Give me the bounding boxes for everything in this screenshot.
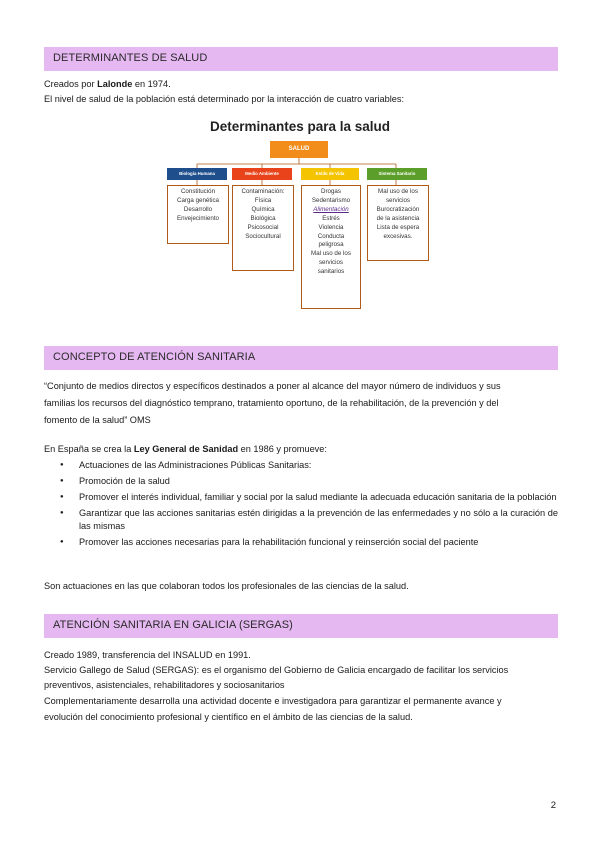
list-item: Constitución — [180, 188, 216, 195]
list-item: Mal uso de los — [378, 188, 418, 195]
category-sistema-sanitario: Sistema Sanitario — [367, 168, 427, 180]
list-item: ● Promover el interés individual, familiar y social por la salud mediante la adecuada educación sanitaria de la población — [60, 491, 558, 504]
list-item: Drogas — [321, 188, 341, 195]
list-item: Carga genética — [177, 196, 219, 204]
root-node-salud: SALUD — [270, 141, 328, 158]
list-item: Estrés — [322, 214, 340, 222]
list-item: ● Actuaciones de las Administraciones Públicas Sanitarias: — [60, 459, 558, 472]
section-title: CONCEPTO DE ATENCIÓN SANITARIA — [53, 351, 256, 363]
galicia-line: Creado 1989, transferencia del INSALUD en 1991. — [44, 650, 251, 660]
page-number: 2 — [550, 800, 556, 811]
list-item: Química — [251, 205, 275, 213]
list-item: ● Promoción de la salud — [60, 475, 558, 488]
list-item: Física — [254, 196, 272, 204]
list-item: Biológica — [250, 214, 276, 222]
closing-paragraph: Son actuaciones en las que colaboran todos los profesionales de las ciencias de la salud. — [44, 581, 409, 591]
galicia-line: Complementariamente desarrolla una actividad docente e investigadora para garantizar el permanente avance y — [44, 696, 502, 706]
list-item: Psicosocial — [247, 223, 279, 231]
created-by-line — [44, 78, 171, 91]
list-item: Sedentarismo — [311, 196, 351, 204]
category-medio-ambiente: Medio Ambiente — [232, 168, 292, 180]
galicia-line: Servicio Gallego de Salud (SERGAS): es el organismo del Gobierno de Galicia encargado de facilitar los servicios — [44, 665, 509, 675]
text: en 1986 y promueve: — [238, 444, 327, 454]
list-item: Mal uso de los — [311, 250, 351, 258]
category-estilo-de-vida: Estilo de Vida — [301, 168, 359, 180]
galicia-line: preventivos, asistenciales, rehabilitadores y sociosanitarios — [44, 680, 285, 690]
who-quote-line: “Conjunto de medios directos y específicos destinados a poner al alcance del mayor número de individuos y sus — [44, 381, 501, 391]
who-quote-line: fomento de la salud” OMS — [44, 415, 151, 425]
text: Creados por — [44, 79, 98, 89]
section-title: DETERMINANTES DE SALUD — [53, 52, 208, 64]
galicia-line: evolución del conocimiento profesional y científico en el ámbito de las ciencias de la salud. — [44, 712, 413, 722]
list-item: servicios — [318, 259, 344, 267]
list-item: Envejecimiento — [177, 214, 219, 222]
list-item: Conducta — [317, 232, 345, 240]
diagram-title: Determinantes para la salud — [209, 119, 391, 134]
list-item: Lista de espera — [376, 223, 420, 231]
spain-law-line — [44, 443, 327, 456]
list-item: servicios — [385, 196, 411, 204]
list-medio-ambiente — [232, 185, 294, 271]
list-item: excesivas. — [383, 232, 413, 240]
law-goals-list — [60, 459, 558, 552]
law-name: Ley General de Sanidad — [133, 444, 239, 454]
list-item: sanitarios — [317, 268, 345, 276]
author-name: Lalonde — [97, 79, 133, 89]
determinants-diagram — [160, 115, 440, 310]
list-item: Burocratización — [376, 205, 420, 213]
list-biologia-humana — [167, 185, 229, 244]
list-item: Contaminación: — [241, 188, 285, 195]
text: En España se crea la — [44, 444, 134, 454]
list-item: Violencia — [318, 223, 344, 231]
section-header-concepto — [44, 346, 558, 370]
section-title: ATENCIÓN SANITARIA EN GALICIA (SERGAS) — [53, 619, 293, 631]
intro-paragraph: El nivel de salud de la población está determinado por la interacción de cuatro variables: — [44, 94, 405, 104]
list-item: ● Promover las acciones necesarias para la rehabilitación funcional y reinserción social del paciente — [60, 536, 558, 549]
list-item: ● Garantizar que las acciones sanitarias estén dirigidas a la prevención de las enfermedades y no sólo a la curación de las mismas — [60, 507, 558, 533]
list-sistema-sanitario — [367, 185, 429, 261]
list-estilo-de-vida — [301, 185, 361, 309]
who-quote-line: familias los recursos del diagnóstico temprano, tratamiento oportuno, de la rehabilitación, de la prevención y del — [44, 398, 499, 408]
section-header-determinantes — [44, 47, 558, 71]
list-item: peligrosa — [318, 241, 344, 249]
text: en 1974. — [132, 79, 171, 89]
section-header-galicia — [44, 614, 558, 638]
list-item: de la asistencia — [376, 214, 420, 222]
list-item: Sociocultural — [245, 232, 281, 240]
list-item-link[interactable]: Alimentación — [313, 205, 349, 213]
category-biologia-humana: Biología Humana — [167, 168, 227, 180]
list-item: Desarrollo — [183, 205, 213, 213]
